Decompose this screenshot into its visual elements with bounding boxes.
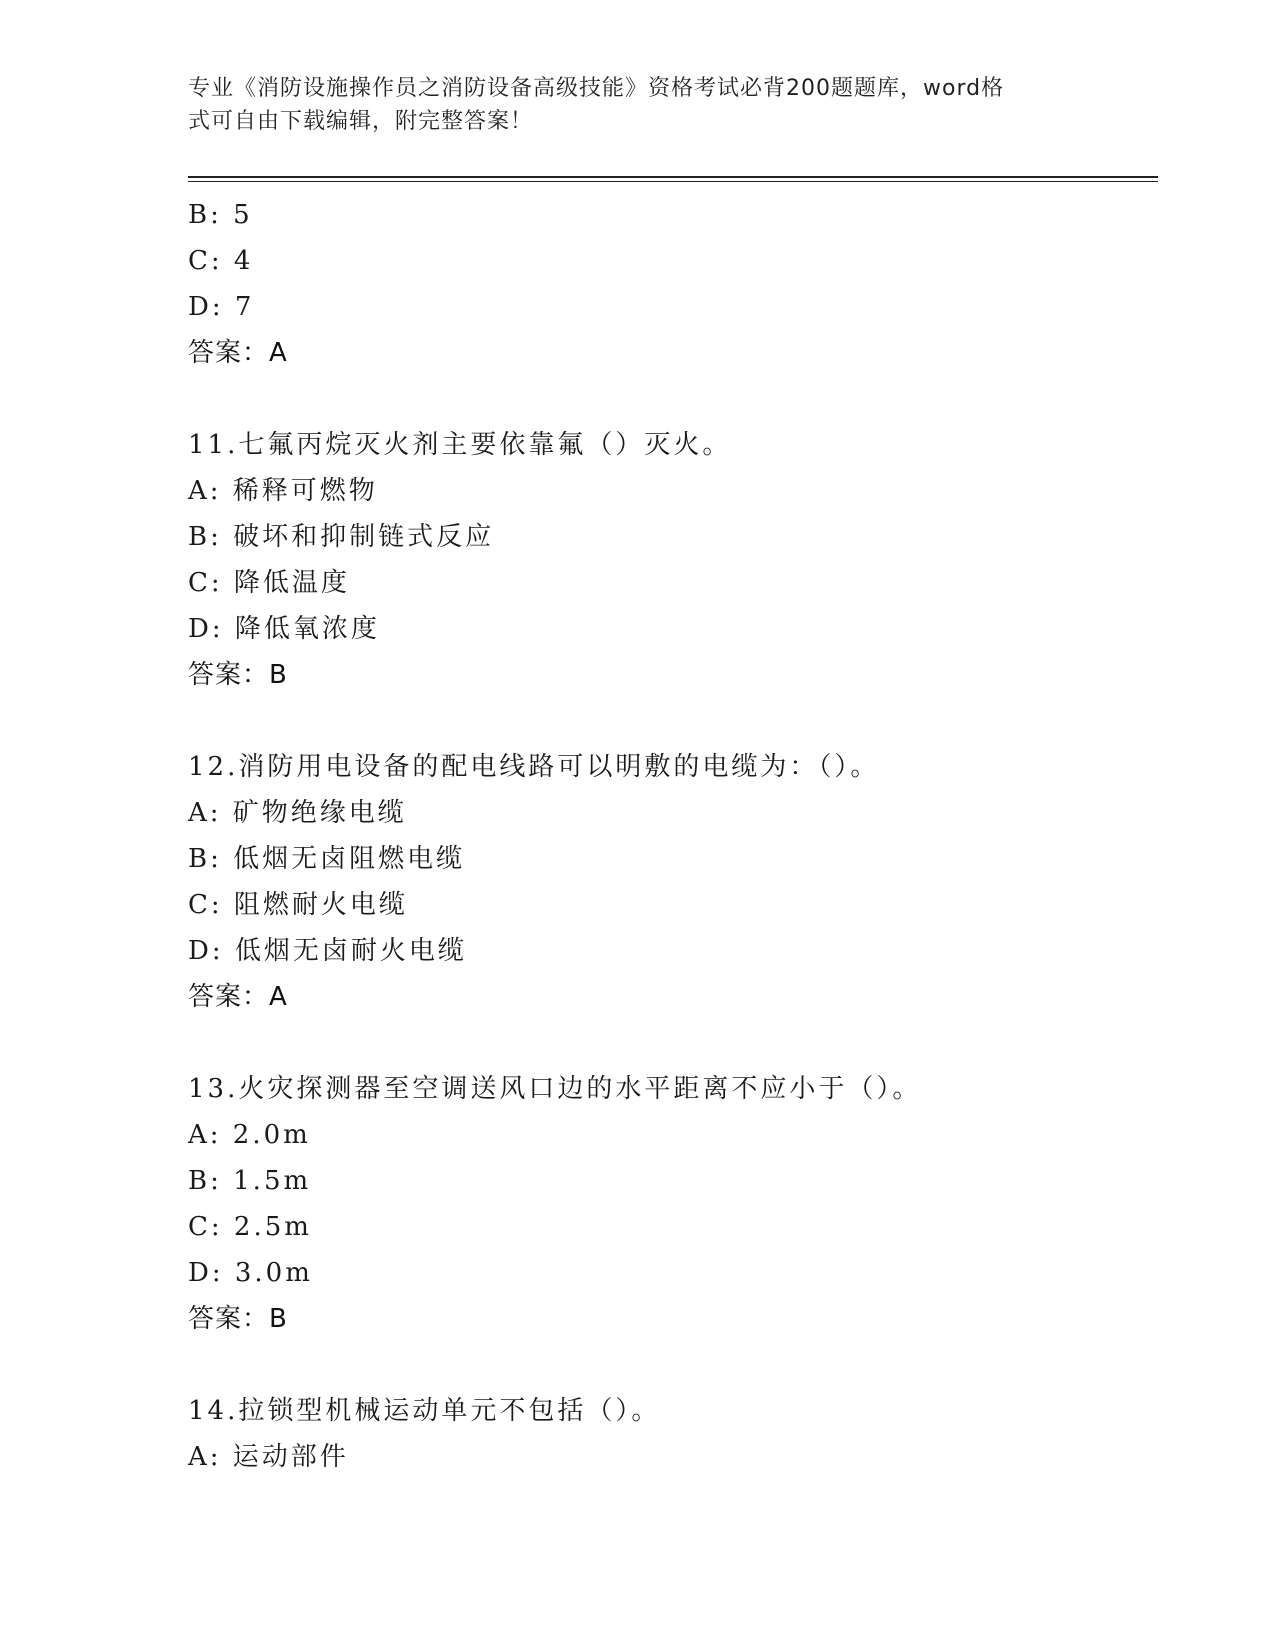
option-d: D: 3.0m bbox=[188, 1258, 313, 1288]
option-d: D: 降低氧浓度 bbox=[188, 614, 380, 644]
header-divider-thick bbox=[188, 176, 1158, 178]
option-c: C: 2.5m bbox=[188, 1212, 312, 1242]
option-c: C: 降低温度 bbox=[188, 568, 350, 598]
header-line-2: 式可自由下载编辑，附完整答案！ bbox=[188, 109, 534, 134]
option-c: C: 4 bbox=[188, 246, 254, 276]
question-stem: 14.拉锁型机械运动单元不包括（）。 bbox=[188, 1396, 661, 1426]
option-c: C: 阻燃耐火电缆 bbox=[188, 890, 408, 920]
option-b: B: 1.5m bbox=[188, 1166, 312, 1196]
header-line-1: 专业《消防设施操作员之消防设备高级技能》资格考试必背200题题库，word格 bbox=[188, 76, 1005, 101]
question-stem: 13.火灾探测器至空调送风口边的水平距离不应小于（）。 bbox=[188, 1074, 922, 1104]
question-block-10 bbox=[188, 192, 1168, 376]
option-d: D: 7 bbox=[188, 292, 255, 322]
option-b: B: 破坏和抑制链式反应 bbox=[188, 522, 495, 552]
answer-line: 答案：B bbox=[188, 1304, 288, 1334]
answer-line: 答案：A bbox=[188, 982, 288, 1012]
question-stem: 12.消防用电设备的配电线路可以明敷的电缆为：（）。 bbox=[188, 752, 880, 782]
question-list bbox=[188, 192, 1168, 1480]
question-block-14 bbox=[188, 1388, 1168, 1480]
answer-line: 答案：B bbox=[188, 660, 288, 690]
option-a: A: 运动部件 bbox=[188, 1442, 349, 1472]
option-b: B: 低烟无卤阻燃电缆 bbox=[188, 844, 466, 874]
option-a: A: 2.0m bbox=[188, 1120, 311, 1150]
option-a: A: 矿物绝缘电缆 bbox=[188, 798, 407, 828]
option-b: B: 5 bbox=[188, 200, 253, 230]
option-d: D: 低烟无卤耐火电缆 bbox=[188, 936, 467, 966]
question-block-11 bbox=[188, 422, 1168, 698]
question-stem: 11.七氟丙烷灭火剂主要依靠氟（）灭火。 bbox=[188, 430, 732, 460]
document-header bbox=[188, 72, 1068, 138]
answer-line: 答案：A bbox=[188, 338, 288, 368]
question-block-12 bbox=[188, 744, 1168, 1020]
option-a: A: 稀释可燃物 bbox=[188, 476, 378, 506]
question-block-13 bbox=[188, 1066, 1168, 1342]
header-divider-thin bbox=[188, 181, 1158, 182]
